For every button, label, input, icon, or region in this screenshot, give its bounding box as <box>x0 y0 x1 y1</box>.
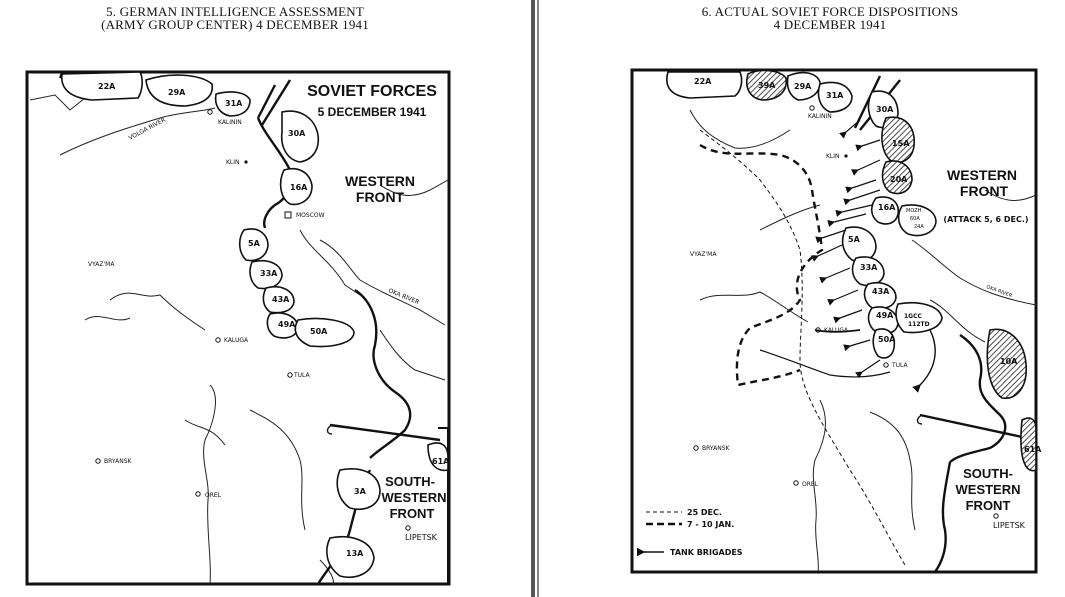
left-map <box>27 72 450 584</box>
left-sw-front-1: SOUTH- <box>385 474 435 489</box>
left-city-lipetsk: LIPETSK <box>405 533 437 542</box>
right-army-50a: 50A <box>878 335 896 344</box>
right-city-vyazma: VYAZ'MA <box>690 251 717 258</box>
left-army-49a: 49A <box>278 320 296 329</box>
right-army-mozh: MOZH <box>906 208 922 214</box>
left-map-frame <box>27 72 449 584</box>
left-river-volga: VOLGA RIVER <box>127 116 167 142</box>
right-army-29a: 29A <box>794 82 812 91</box>
legend-tank-brigades: TANK BRIGADES <box>670 548 743 557</box>
right-army-5a: 5A <box>848 235 860 244</box>
left-army-30a: 30A <box>288 129 306 138</box>
left-city-vyazma: VYAZ'MA <box>88 261 115 268</box>
left-army-31a: 31A <box>225 99 243 108</box>
left-army-50a: 50A <box>310 327 328 336</box>
right-army-30a: 30A <box>876 105 894 114</box>
right-army-33a: 33A <box>860 263 878 272</box>
left-city-moscow: MOSCOW <box>296 212 325 219</box>
right-army-31a: 31A <box>826 91 844 100</box>
left-heading-line2: (ARMY GROUP CENTER) 4 DECEMBER 1941 <box>101 17 369 32</box>
left-army-3a: 3A <box>354 487 366 496</box>
right-army-61a: 61A <box>1024 445 1042 454</box>
left-city-tula: TULA <box>294 372 310 379</box>
right-attack-note: (ATTACK 5, 6 DEC.) <box>943 215 1029 224</box>
right-western-front-1: WESTERN <box>947 167 1017 183</box>
right-western-front-2: FRONT <box>959 183 1009 199</box>
right-sw-front-1: SOUTH- <box>963 466 1013 481</box>
right-map <box>632 70 1042 572</box>
right-army-16a: 16A <box>878 203 896 212</box>
left-western-front-2: FRONT <box>355 189 405 205</box>
right-city-kalinin: KALININ <box>808 113 832 120</box>
left-army-13a: 13A <box>346 549 364 558</box>
legend-jan: 7 - 10 JAN. <box>687 520 735 529</box>
right-army-1gcc: 1GCC <box>904 313 922 320</box>
right-city-lipetsk: LIPETSK <box>993 521 1025 530</box>
right-city-klin: KLIN <box>826 153 840 160</box>
left-army-5a: 5A <box>248 239 260 248</box>
left-army-22a: 22A <box>98 82 116 91</box>
right-city-bryansk: BRYANSK <box>702 445 730 452</box>
right-city-kaluga: KALUGA <box>824 327 849 334</box>
left-army-33a: 33A <box>260 269 278 278</box>
right-army-43a: 43A <box>872 287 890 296</box>
right-army-60a: 60A <box>910 216 920 222</box>
left-army-43a: 43A <box>272 295 290 304</box>
right-river-oka: OKA RIVER <box>985 284 1013 300</box>
left-army-16a: 16A <box>290 183 308 192</box>
left-army-29a: 29A <box>168 88 186 97</box>
legend-25dec: 25 DEC. <box>687 508 722 517</box>
left-city-kalinin: KALININ <box>218 119 242 126</box>
right-heading-line1: 6. ACTUAL SOVIET FORCE DISPOSITIONS <box>701 4 959 19</box>
right-army-blobs <box>667 71 1036 471</box>
left-city-orel: OREL <box>205 492 222 499</box>
right-army-20a: 20A <box>890 175 908 184</box>
left-box-title-2: 5 DECEMBER 1941 <box>317 105 427 119</box>
right-city-orel: OREL <box>802 481 819 488</box>
right-army-10a: 10A <box>1000 357 1018 366</box>
left-city-bryansk: BRYANSK <box>104 458 132 465</box>
right-heading-line2: 4 DECEMBER 1941 <box>773 17 887 32</box>
left-heading-line1: 5. GERMAN INTELLIGENCE ASSESSMENT <box>106 4 364 19</box>
left-box-title-1: SOVIET FORCES <box>307 83 437 100</box>
right-army-112td: 112TD <box>908 321 930 328</box>
left-city-kaluga: KALUGA <box>224 337 249 344</box>
right-sw-front-2: WESTERN <box>955 482 1021 497</box>
left-sw-front-2: WESTERN <box>381 490 447 505</box>
right-army-24a: 24A <box>914 224 924 230</box>
right-city-tula: TULA <box>892 362 908 369</box>
right-army-22a: 22A <box>694 77 712 86</box>
left-army-61a: 61A <box>432 457 450 466</box>
left-sw-front-3: FRONT <box>389 506 435 521</box>
right-legend <box>644 508 743 557</box>
left-western-front-1: WESTERN <box>345 173 415 189</box>
right-army-49a: 49A <box>876 311 894 320</box>
right-army-1sa: 1SA <box>892 139 910 148</box>
left-river-oka: OKA RIVER <box>387 287 421 307</box>
right-sw-front-3: FRONT <box>965 498 1011 513</box>
left-city-klin: KLIN <box>226 159 240 166</box>
right-army-39a: 39A <box>758 81 776 90</box>
